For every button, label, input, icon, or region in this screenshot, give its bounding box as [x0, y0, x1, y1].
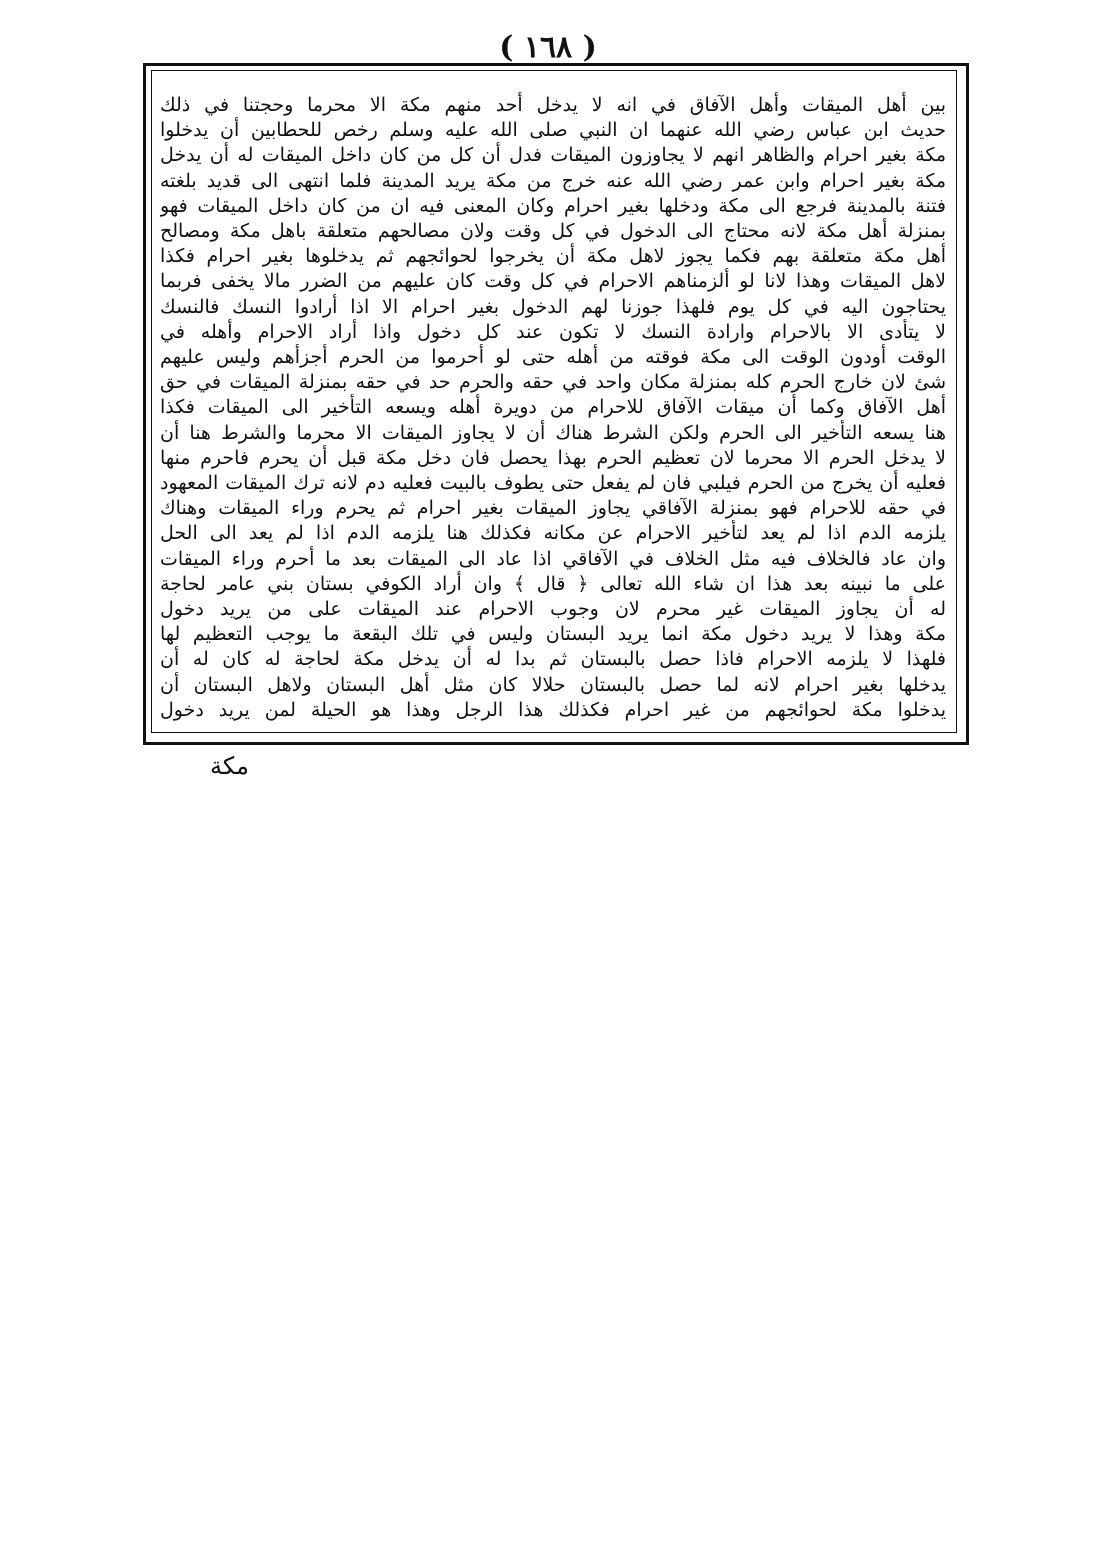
text-line: فعليه أن يخرج من الحرم فيلبي فان لم يفعل حتى يطوف بالبيت فعليه دم لانه ترك الميقات المعهود [160, 472, 946, 495]
text-line: حديث ابن عباس رضي الله عنهما ان النبي صلى الله عليه وسلم رخص للحطابين أن يدخلوا [160, 119, 946, 142]
text-line: مكة بغير احرام والظاهر انهم لا يجاوزون الميقات فدل أن كل من كان داخل الميقات له أن يدخل [160, 144, 946, 167]
main-text [160, 92, 946, 722]
text-line: في حقه للاحرام فهو بمنزلة الآفاقي يجاوز الميقات بغير احرام ثم يحرم وراء الميقات وهناك [160, 497, 946, 520]
text-line: لا يتأدى الا بالاحرام وارادة النسك لا تكون عند كل دخول واذا أراد الاحرام وأهله في [160, 320, 946, 343]
text-line: لا يدخل الحرم الا محرما لان تعظيم الحرم بهذا يحصل فان دخل مكة قبل أن يحرم فاحرم منها [160, 446, 946, 469]
catchword: مكة [210, 752, 249, 780]
page-number: ( ١٦٨ ) [499, 30, 597, 65]
text-line: بين أهل الميقات وأهل الآفاق في انه لا يدخل أحد منهم مكة الا محرما وحجتنا في ذلك [160, 94, 946, 116]
text-line: مكة بغير احرام وابن عمر رضي الله عنه خرج من مكة يريد المدينة فلما انتهى الى قديد بلغته [160, 169, 946, 192]
text-line: أهل مكة متعلقة بهم فكما يجوز لاهل مكة أن يخرجوا لحوائجهم ثم يدخلوها بغير احرام فكذا [160, 245, 946, 268]
text-line: وان عاد فالخلاف فيه مثل الخلاف في الآفاقي اذا عاد الى الميقات بعد ما أحرم وراء الميقات [160, 547, 946, 570]
text-line: شئ لان خارج الحرم كله بمنزلة مكان واحد في حقه والحرم حد في حقه بمنزلة الميقات في حق [160, 371, 946, 394]
text-line: فتنة بالمدينة فرجع الى مكة ودخلها بغير احرام وكان المعنى فيه ان من كان داخل الميقات فهو [160, 194, 946, 217]
text-line: لاهل الميقات وهذا لانا لو ألزمناهم الاحرام في كل وقت كان عليهم من الضرر مالا يخفى فربما [160, 270, 946, 293]
text-line: يحتاجون اليه في كل يوم فلهذا جوزنا لهم الدخول بغير احرام الا اذا أرادوا النسك فالنسك [160, 295, 946, 318]
text-line: مكة وهذا لا يريد دخول مكة انما يريد البستان وليس في تلك البقعة ما يوجب التعظيم لها [160, 623, 946, 646]
text-line: بمنزلة أهل مكة لانه محتاج الى الدخول في كل وقت ولان مصالحهم متعلقة باهل مكة ومصالح [160, 220, 946, 243]
text-line: له أن يجاوز الميقات غير محرم لان وجوب الاحرام عند الميقات على من يريد دخول [160, 598, 946, 621]
text-line: يدخلوا مكة لحوائجهم من غير احرام فكذلك هذا الرجل وهذا هو الحيلة لمن يريد دخول [160, 698, 946, 721]
text-line: يدخلها بغير احرام لانه لما حصل بالبستان حلالا كان مثل أهل البستان ولاهل البستان أن [160, 673, 946, 696]
text-line: هنا يسعه التأخير الى الحرم ولكن الشرط هناك أن لا يجاوز الميقات الا محرما والشرط هنا أن [160, 421, 946, 444]
text-line: الوقت أودون الوقت الى مكة فوقته من أهله حتى لو أحرموا من الحرم أجزأهم وليس عليهم [160, 346, 946, 369]
text-line: أهل الآفاق وكما أن ميقات الآفاق للاحرام من دويرة أهله ويسعه التأخير الى الميقات فكذا [160, 396, 946, 419]
text-line: على ما نبينه بعد هذا ان شاء الله تعالى ﴿ قال ﴾ وان أراد الكوفي بستان بني عامر لحاجة [160, 572, 946, 595]
text-line: يلزمه الدم اذا لم يعد لتأخير الاحرام عن مكانه فكذلك هنا يلزمه الدم اذا لم يعد الى الحل [160, 522, 946, 545]
text-line: فلهذا لا يلزمه الاحرام فاذا حصل بالبستان ثم بدا له أن يدخل مكة لحاجة له كان له أن [160, 648, 946, 671]
